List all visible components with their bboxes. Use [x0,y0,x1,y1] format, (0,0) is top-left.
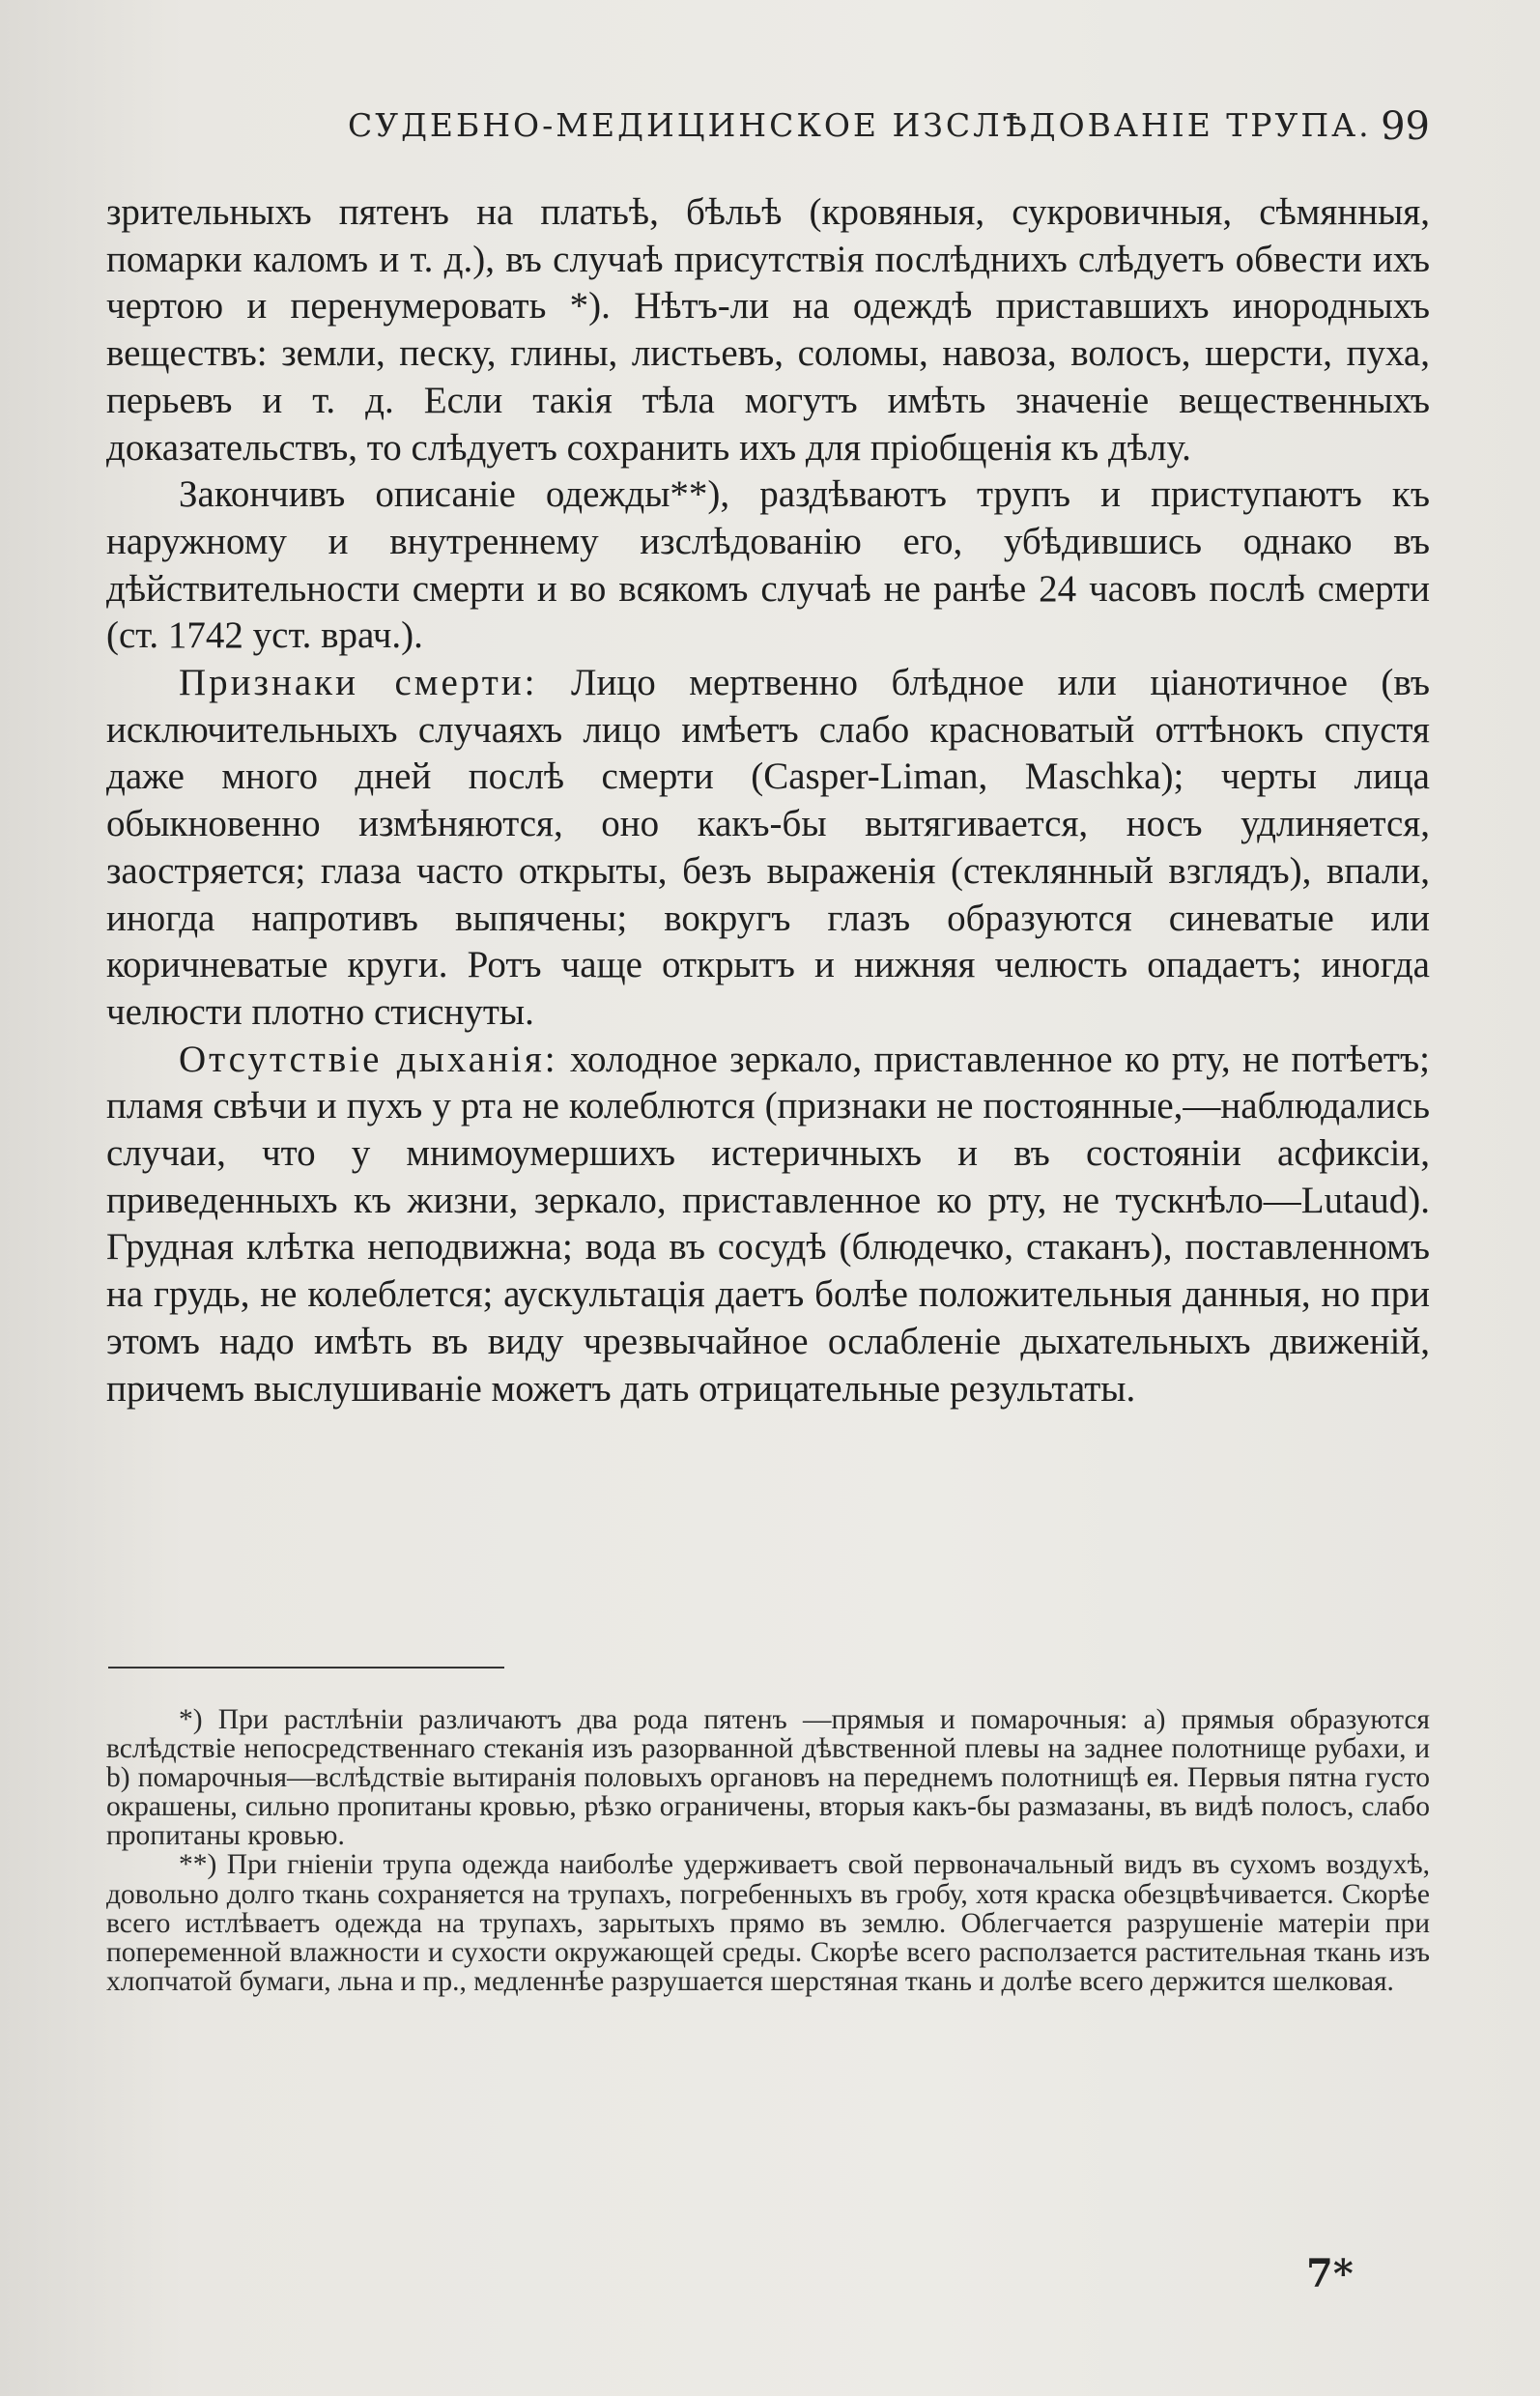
footnotes [106,1705,1430,1996]
paragraph-4 [106,1037,1430,1413]
footnote-divider [108,1667,504,1669]
paragraph-1: зрительныхъ пятенъ на платьѣ, бѣльѣ (кровяныя, сукровичныя, сѣмянныя, помарки каломъ и т. д.), въ случаѣ присутствія послѣднихъ слѣдуетъ обвести ихъ чертою и перенумеровать *). Нѣтъ-ли на одеждѣ приставшихъ инородныхъ веществъ: земли, песку, глины, листьевъ, соломы, навоза, волосъ, шерсти, пуха, перьевъ и т. д. Если такія тѣла могутъ имѣть значеніе вещественныхъ доказательствъ, то слѣдуетъ сохранить ихъ для пріобщенія къ дѣлу. [106,191,1430,469]
footnote-1: *) При растлѣніи различаютъ два рода пятенъ —прямыя и помарочныя: a) прямыя образуются вслѣдствіе непосредственнаго стеканія изъ разорванной дѣвственной плевы на заднее полотнище рубахи, и b) помарочныя—вслѣдствіе вытиранія половыхъ органовъ на переднемъ полотнищѣ ея. Первыя пятна густо окрашены, сильно пропитаны кровью, рѣзко ограничены, вторыя какъ-бы размазаны, въ видѣ полосъ, слабо пропитаны кровью. [106,1704,1430,1852]
paragraph-2 [106,471,1430,660]
paragraph-2-text: Закончивъ описаніе одежды**), раздѣваютъ трупъ и приступаютъ къ наружному и внутреннему изслѣдованію его, убѣдившись однако въ дѣйствительности смерти и во всякомъ случаѣ не ранѣе 24 часовъ послѣ смерти (ст. 1742 уст. врач.). [106,473,1430,657]
paragraph-3-text: Лицо мертвенно блѣдное или ціанотичное (въ исключительныхъ случаяхъ лицо имѣетъ слабо красноватый оттѣнокъ спустя даже много дней послѣ смерти (Casper-Liman, Maschka); черты лица обыкновенно измѣняются, оно какъ-бы вытягивается, носъ удлиняется, заостряется; глаза часто открыты, безъ выраженія (стеклянный взглядъ), впали, иногда напротивъ выпячены; вокругъ глазъ образуются синеватые или коричневатые круги. Ротъ чаще открытъ и нижняя челюсть опадаетъ; иногда челюсти плотно стиснуты. [106,662,1430,1033]
page-header [106,97,1430,155]
footnote-2: **) При гніеніи трупа одежда наиболѣе удерживаетъ свой первоначальный видъ въ сухомъ воздухѣ, довольно долго ткань сохраняется на трупахъ, погребенныхъ въ гробу, хотя краска обезцвѣчивается. Скорѣе всего истлѣваетъ одежда на трупахъ, зарытыхъ прямо въ землю. Облегчается разрушеніе матеріи при попеременной влажности и сухости окружающей среды. Скорѣе всего расползается растительная ткань изъ хлопчатой бумаги, льна и пр., медленнѣе разрушается шерстяная ткань и долѣе всего держится шелковая. [106,1849,1430,1997]
paragraph-4-lead: Отсутствіе дыханія: [179,1038,558,1080]
paragraph-4-text: холодное зеркало, приставленное ко рту, не потѣетъ; пламя свѣчи и пухъ у рта не колеблются (признаки не постоянные,—наблюдались случаи, что у мнимоумершихъ истеричныхъ и въ состояніи асфиксіи, приведенныхъ къ жизни, зеркало, приставленное ко рту, не тускнѣло—Lutaud). Грудная клѣтка неподвижна; вода въ сосудѣ (блюдечко, стаканъ), поставленномъ на грудь, не колеблется; аускультація даетъ болѣе положительныя данныя, но при этомъ надо имѣть въ виду чрезвычайное ослабленіе дыхательныхъ движеній, причемъ выслушиваніе можетъ дать отрицательные результаты. [106,1038,1430,1410]
paragraph-3 [106,660,1430,1037]
running-title: СУДЕБНО-МЕДИЦИНСКОЕ ИЗСЛѢДОВАНІЕ ТРУПА. [348,106,1372,144]
main-text [106,189,1430,1412]
page-number: 99 [1381,104,1430,149]
paragraph-3-lead: Признаки смерти: [179,662,538,704]
signature-mark: 7* [1306,2251,1354,2296]
